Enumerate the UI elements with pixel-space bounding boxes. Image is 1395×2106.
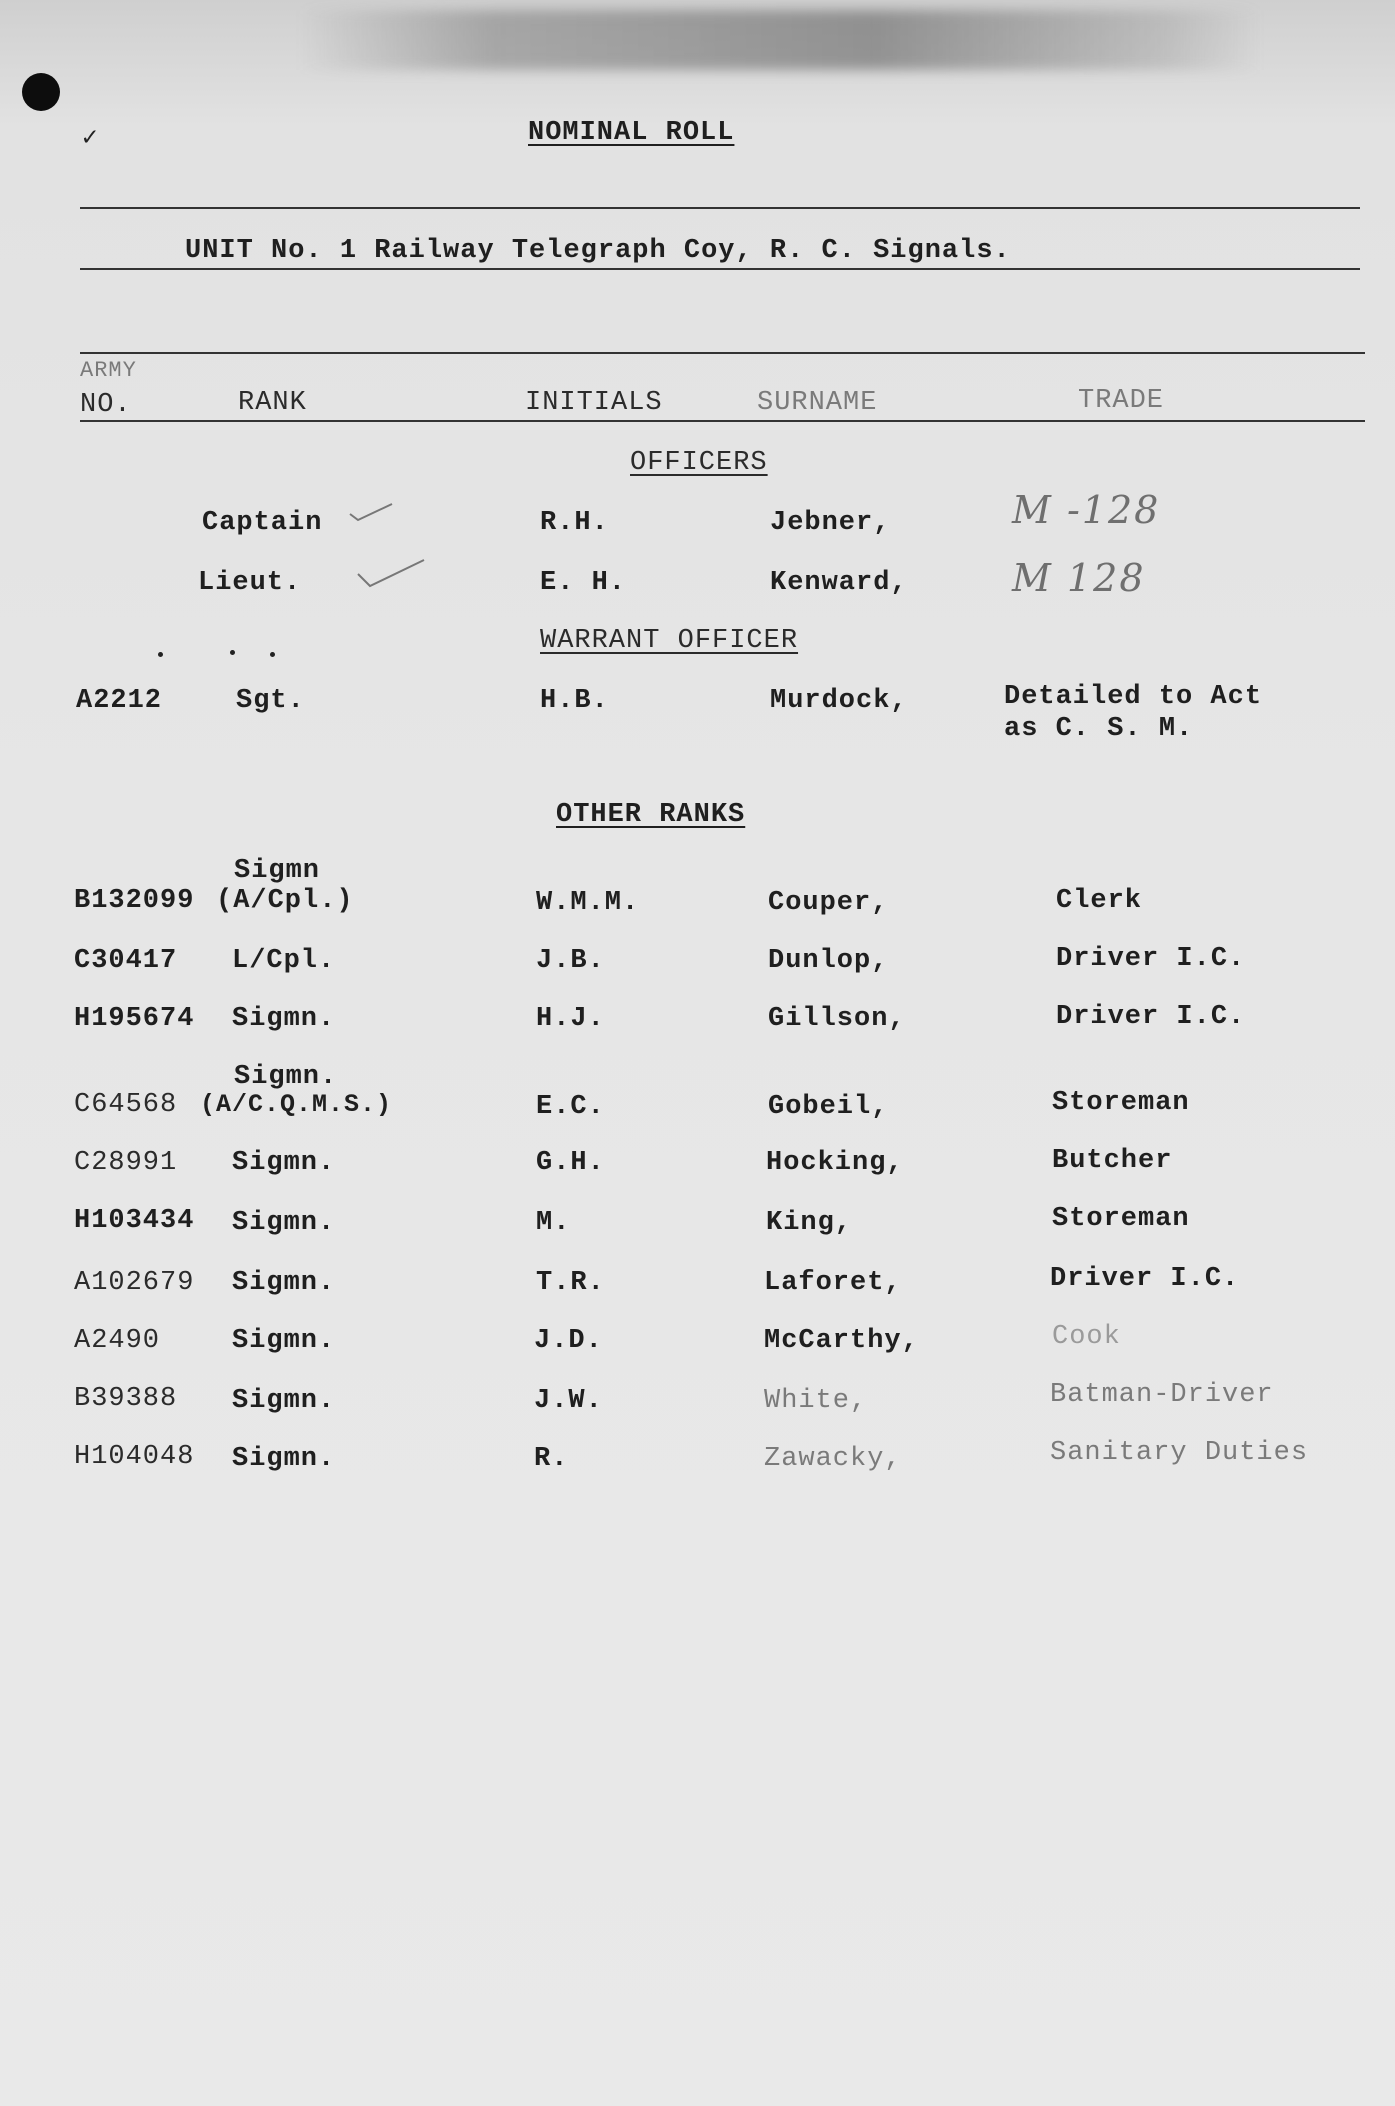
punch-hole — [22, 73, 60, 111]
other-rank-4-rank-line1: Sigmn. — [234, 1062, 338, 1092]
other-rank-6-initials: M. — [536, 1208, 571, 1238]
officer-2-rank: Lieut. — [198, 568, 302, 598]
other-rank-3-army-no: H195674 — [74, 1004, 195, 1034]
other-rank-8-initials: J.D. — [534, 1326, 603, 1356]
other-rank-4-surname: Gobeil, — [768, 1092, 889, 1122]
rule-above-unit — [80, 207, 1360, 209]
document-title: NOMINAL ROLL — [528, 118, 735, 148]
other-rank-3-surname: Gillson, — [768, 1004, 906, 1034]
section-officers: OFFICERS — [630, 448, 768, 478]
other-rank-10-initials: R. — [534, 1444, 569, 1474]
other-rank-6-trade: Storeman — [1052, 1204, 1190, 1234]
stray-ink-dot — [270, 652, 275, 657]
warrant-trade-line2: as C. S. M. — [1004, 714, 1194, 744]
other-rank-2-surname: Dunlop, — [768, 946, 889, 976]
other-rank-6-rank: Sigmn. — [232, 1208, 336, 1238]
officer-2-trade: M 128 — [1012, 556, 1146, 600]
officer-1-initials: R.H. — [540, 508, 609, 538]
other-rank-6-surname: King, — [766, 1208, 853, 1238]
header-rank: RANK — [238, 388, 307, 418]
other-rank-7-initials: T.R. — [536, 1268, 605, 1298]
other-rank-9-rank: Sigmn. — [232, 1386, 336, 1416]
other-rank-9-initials: J.W. — [534, 1386, 603, 1416]
other-rank-4-rank: (A/C.Q.M.S.) — [200, 1090, 393, 1119]
other-rank-5-surname: Hocking, — [766, 1148, 904, 1178]
other-rank-3-initials: H.J. — [536, 1004, 605, 1034]
officer-2-surname: Kenward, — [770, 568, 908, 598]
other-rank-9-surname: White, — [764, 1386, 868, 1416]
stray-ink-dot — [158, 652, 163, 657]
header-army-no: NO. — [80, 390, 132, 420]
other-rank-5-army-no: C28991 — [74, 1148, 178, 1178]
other-rank-4-initials: E.C. — [536, 1092, 605, 1122]
other-rank-10-army-no: H104048 — [74, 1442, 195, 1472]
warrant-army-no: A2212 — [76, 686, 163, 716]
other-rank-10-trade: Sanitary Duties — [1050, 1438, 1309, 1468]
other-rank-1-initials: W.M.M. — [536, 888, 640, 918]
other-rank-7-trade: Driver I.C. — [1050, 1264, 1240, 1294]
other-rank-2-trade: Driver I.C. — [1056, 944, 1246, 974]
margin-tick-mark: ✓ — [82, 123, 98, 153]
other-rank-9-trade: Batman-Driver — [1050, 1380, 1274, 1410]
other-rank-5-rank: Sigmn. — [232, 1148, 336, 1178]
other-rank-10-surname: Zawacky, — [764, 1444, 902, 1474]
other-rank-4-trade: Storeman — [1052, 1088, 1190, 1118]
rule-below-header — [80, 420, 1365, 422]
officer-1-rank: Captain — [202, 508, 323, 538]
other-rank-7-rank: Sigmn. — [232, 1268, 336, 1298]
other-rank-8-surname: McCarthy, — [764, 1326, 919, 1356]
other-rank-7-surname: Laforet, — [764, 1268, 902, 1298]
check-mark-icon — [356, 558, 404, 580]
header-army-no-line1: ARMY — [80, 358, 137, 383]
section-warrant-officer: WARRANT OFFICER — [540, 626, 799, 656]
other-rank-5-initials: G.H. — [536, 1148, 605, 1178]
other-rank-2-army-no: C30417 — [74, 946, 178, 976]
warrant-initials: H.B. — [540, 686, 609, 716]
other-rank-1-trade: Clerk — [1056, 886, 1143, 916]
section-other-ranks: OTHER RANKS — [556, 800, 746, 830]
officer-2-initials: E. H. — [540, 568, 627, 598]
header-initials: INITIALS — [525, 388, 663, 418]
other-rank-6-army-no: H103434 — [74, 1206, 195, 1236]
check-mark-icon — [348, 500, 396, 522]
rule-above-header — [80, 352, 1365, 354]
other-rank-1-surname: Couper, — [768, 888, 889, 918]
warrant-rank: Sgt. — [236, 686, 305, 716]
header-surname: SURNAME — [757, 388, 878, 418]
other-rank-2-rank: L/Cpl. — [232, 946, 336, 976]
other-rank-8-rank: Sigmn. — [232, 1326, 336, 1356]
other-rank-9-army-no: B39388 — [74, 1384, 178, 1414]
other-rank-10-rank: Sigmn. — [232, 1444, 336, 1474]
other-rank-1-rank-line1: Sigmn — [234, 856, 321, 886]
other-rank-7-army-no: A102679 — [74, 1268, 195, 1298]
officer-1-surname: Jebner, — [770, 508, 891, 538]
rule-below-unit — [80, 268, 1360, 270]
other-rank-3-rank: Sigmn. — [232, 1004, 336, 1034]
top-ink-smudge — [300, 10, 1260, 70]
warrant-surname: Murdock, — [770, 686, 908, 716]
stray-ink-dot — [230, 650, 235, 655]
other-rank-3-trade: Driver I.C. — [1056, 1002, 1246, 1032]
other-rank-4-army-no: C64568 — [74, 1090, 178, 1120]
officer-1-trade: M -128 — [1012, 488, 1161, 532]
other-rank-8-trade: Cook — [1052, 1322, 1121, 1352]
other-rank-2-initials: J.B. — [536, 946, 605, 976]
other-rank-8-army-no: A2490 — [74, 1326, 161, 1356]
other-rank-1-army-no: B132099 — [74, 886, 195, 916]
other-rank-5-trade: Butcher — [1052, 1146, 1173, 1176]
header-trade: TRADE — [1078, 386, 1165, 416]
warrant-trade-line1: Detailed to Act — [1004, 682, 1263, 712]
other-rank-1-rank: (A/Cpl.) — [216, 886, 354, 916]
unit-line: UNIT No. 1 Railway Telegraph Coy, R. C. Signals. — [185, 236, 1011, 266]
